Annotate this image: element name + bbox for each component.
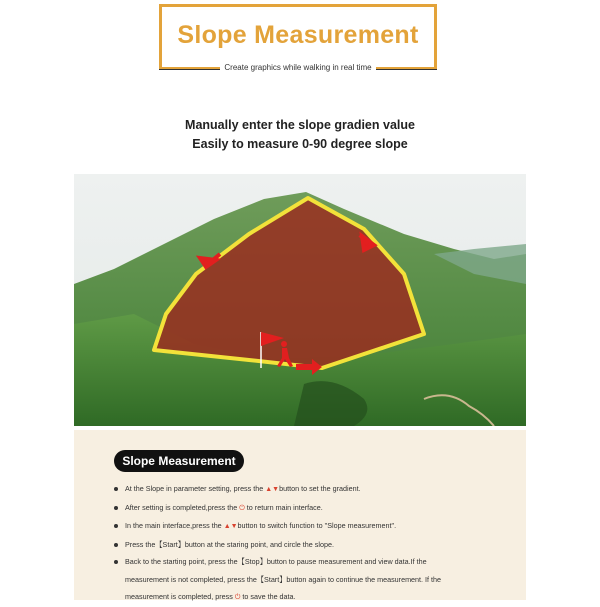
up-down-arrows-icon: ▲▼ <box>265 486 280 493</box>
list-item-continuation <box>112 588 512 607</box>
list-item <box>112 499 512 518</box>
instructions-panel <box>74 430 526 600</box>
list-item <box>112 517 512 536</box>
list-item-continuation <box>112 571 512 589</box>
section-title: Slope Measurement <box>114 450 244 472</box>
title-box <box>159 4 437 70</box>
intro-line-2: Easily to measure 0-90 degree slope <box>192 137 408 151</box>
list-item-text: measurement is not completed, press the【Start】button again to continue the measurement. If the <box>125 574 442 584</box>
list-item <box>112 553 512 571</box>
list-item-text: At the Slope in parameter setting, press the <box>125 484 266 493</box>
list-item-text: button to set the gradient. <box>279 484 361 493</box>
list-item <box>112 480 512 499</box>
intro-text <box>0 116 600 154</box>
subtitle: Create graphics while walking in real time <box>220 63 375 72</box>
instruction-list <box>112 480 512 607</box>
list-item-text: In the main interface,press the <box>125 521 224 530</box>
list-item-text: Back to the starting point, press the【Stop】button to pause measurement and view data.If the <box>125 557 427 566</box>
list-item <box>112 536 512 554</box>
intro-line-1: Manually enter the slope gradien value <box>185 118 415 132</box>
list-item-text: to return main interface. <box>244 502 323 512</box>
list-item-text: measurement is completed, press <box>125 592 235 601</box>
power-icon: ⏻ <box>239 504 245 512</box>
list-item-text: After setting is completed,press the <box>125 502 240 512</box>
up-down-arrows-icon: ▲▼ <box>223 523 238 530</box>
power-icon: ⏻ <box>234 594 241 601</box>
page-title: Slope Measurement <box>177 21 419 49</box>
list-item-text: Press the【Start】button at the staring point, and circle the slope. <box>125 539 334 549</box>
subtitle-bar <box>159 63 437 77</box>
list-item-text: button to switch function to "Slope measurement". <box>237 521 397 530</box>
list-item-text: to save the data. <box>240 592 296 601</box>
mountain-illustration <box>74 174 526 426</box>
mountain-photo <box>74 174 526 426</box>
